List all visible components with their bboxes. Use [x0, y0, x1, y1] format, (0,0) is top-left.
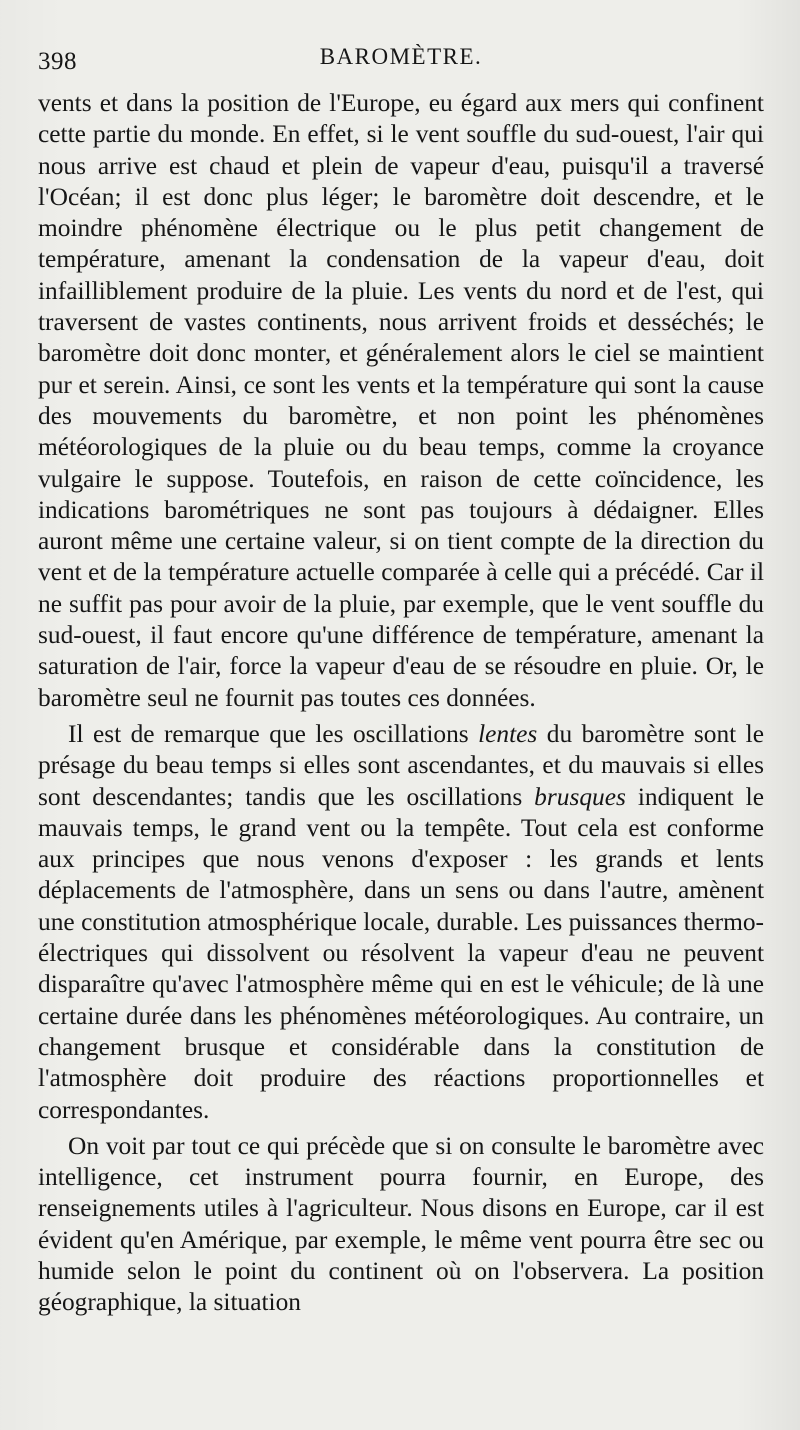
body-text	[38, 88, 764, 1319]
running-head: BAROMÈTRE.	[319, 44, 483, 69]
paragraph-text: du baromètre sont le présage du beau temps si elles sont ascendantes, et du mauvais si elles sont descendantes; tandis que les oscillations	[38, 719, 764, 811]
paragraph-text: vents et dans la position de l'Europe, eu égard aux mers qui confinent cette partie du monde. En effet, si le vent souffle du sud-ouest, l'air qui nous arrive est chaud et plein de vapeur d'eau, puisqu'il a traversé l'Océan; il est donc plus léger; le baromètre doit descendre, et le moindre phénomène électrique ou le plus petit changement de température, amenant la condensation de la vapeur d'eau, doit infailliblement produire de la pluie. Les vents du nord et de l'est, qui traversent de vastes continents, nous arrivent froids et desséchés; le baromètre doit donc monter, et généralement alors le ciel se maintient pur et serein. Ainsi, ce sont les vents et la température qui sont la cause des mouvements du baromètre, et non point les phénomènes météorologiques de la pluie ou du beau temps, comme la croyance vulgaire le suppose. Toutefois, en raison de cette coïncidence, les indications barométriques ne sont pas toujours à dédaigner. Elles auront même une certaine valeur, si on tient compte de la direction du vent et de la température actuelle comparée à celle qui a précédé. Car il ne suffit pas pour avoir de la pluie, par exemple, que le vent souffle du sud-ouest, il faut encore qu'une différence de température, amenant la saturation de l'air, force la vapeur d'eau de se résoudre en pluie. Or, le baromètre seul ne fournit pas toutes ces données.	[38, 89, 764, 712]
italic-term-lentes: lentes	[478, 719, 538, 748]
paragraph-text: On voit par tout ce qui précède que si on consulte le baromètre avec intelligence, cet instrument pourra fournir, en Europe, des renseignements utiles à l'agriculteur. Nous disons en Europe, car il est évident qu'en Amérique, par exemple, le même vent pourra être sec ou humide selon le point du continent où on l'observera. La position géographique, la situation	[38, 1131, 764, 1317]
paragraph-oscillations	[38, 719, 764, 1126]
paragraph-conclusion	[38, 1131, 764, 1319]
page-number: 398	[38, 48, 77, 75]
italic-term-brusques: brusques	[534, 782, 626, 811]
page-header	[38, 44, 764, 88]
paragraph-continued	[38, 88, 764, 714]
paragraph-text: indiquent le mauvais temps, le grand vent ou la tempête. Tout cela est conforme aux principes que nous venons d'exposer : les grands et lents déplacements de l'atmosphère, dans un sens ou dans l'autre, amènent une constitution atmosphérique locale, durable. Les puissances thermo-électriques qui dissolvent ou résolvent la vapeur d'eau ne peuvent disparaître qu'avec l'atmosphère même qui en est le véhicule; de là une certaine durée dans les phénomènes météorologiques. Au contraire, un changement brusque et considérable dans la constitution de l'atmosphère doit produire des réactions proportionnelles et correspondantes.	[38, 782, 764, 1124]
paragraph-text: Il est de remarque que les oscillations	[68, 719, 479, 748]
